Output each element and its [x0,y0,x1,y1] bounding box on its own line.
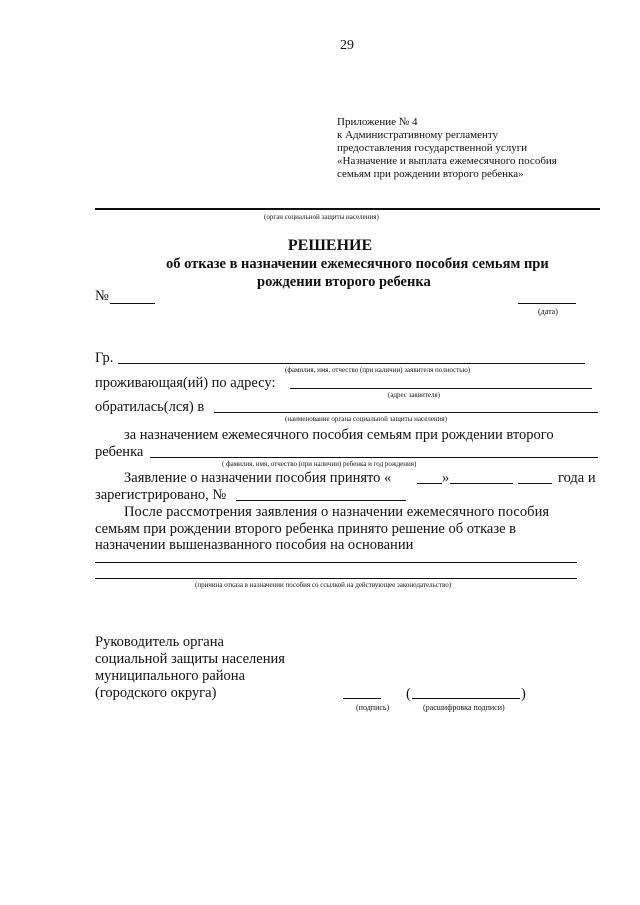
reason-caption: (причина отказа в назначении пособия со ссылкой на действующее законодательство) [195,581,452,589]
signatory-line: муниципального района [95,668,245,684]
applicant-name-field [118,363,585,364]
applied-label: обратилась(лся) в [95,399,205,415]
appendix-block [337,116,557,181]
signature-field [343,698,381,699]
org-caption: (орган социальной защиты населения) [264,213,379,221]
reason-field-1 [95,562,577,563]
signature-decode-caption: (расшифровка подписи) [423,703,505,712]
document-title: РЕШЕНИЕ [287,237,373,254]
signatory-line: социальной защиты населения [95,651,285,667]
reason-field-2 [95,578,577,579]
child-info-field [150,457,598,458]
number-label: № [95,288,109,304]
subtitle-line-2: рождении второго ребенка [257,274,431,290]
registered-label: зарегистрировано, № [95,487,227,503]
paren-close: ) [521,686,526,702]
number-field [110,303,155,304]
address-label: проживающая(ий) по адресу: [95,375,276,391]
purpose-line-2: ребенка [95,444,144,460]
review-line-1: После рассмотрения заявления о назначении ежемесячного пособия [124,504,550,520]
appendix-line: Приложение № 4 [337,116,418,128]
applied-caption: (наименование органа социальной защиты населения) [285,415,447,423]
date-field [518,303,576,304]
subtitle-line-1: об отказе в назначении ежемесячного пособия семьям при [166,256,549,272]
applicant-caption: (фамилия, имя, отчество (при наличии) заявителя полностью) [285,366,471,374]
purpose-line-1: за назначением ежемесячного пособия семьям при рождении второго [124,427,554,443]
review-line-2: семьям при рождении второго ребенка принято решение об отказе в [95,521,517,537]
org-name-field [95,208,600,210]
appendix-line: «Назначение и выплата ежемесячного пособия [337,155,557,167]
statement-month-field [450,483,513,484]
registered-number-field [236,500,406,501]
signatory-line: (городского округа) [95,685,217,701]
address-caption: (адрес заявителя) [388,391,440,399]
signatory-line: Руководитель органа [95,634,224,650]
applicant-prefix: Гр. [95,350,114,366]
page-number: 29 [340,38,354,53]
statement-text: Заявление о назначении пособия принято « [124,470,392,486]
statement-year-word: года и [558,470,596,486]
statement-year-field [518,483,552,484]
signature-decode-field [412,698,520,699]
signature-caption: (подпись) [356,703,390,712]
statement-day-field [417,483,442,484]
appendix-line: семьям при рождении второго ребенка» [337,168,524,180]
signatory-block [95,634,285,702]
appendix-line: предоставления государственной услуги [337,142,528,154]
address-field [290,388,592,389]
appendix-line: к Административному регламенту [337,129,499,141]
date-caption: (дата) [538,307,558,316]
child-caption: ( фамилия, имя, отчество (при наличии) ребенка и год рождения) [222,460,417,468]
statement-quote-close: » [442,470,450,486]
paren-open: ( [406,686,411,702]
applied-org-field [214,412,598,413]
review-line-3: назначении вышеназванного пособия на основании [95,537,414,553]
